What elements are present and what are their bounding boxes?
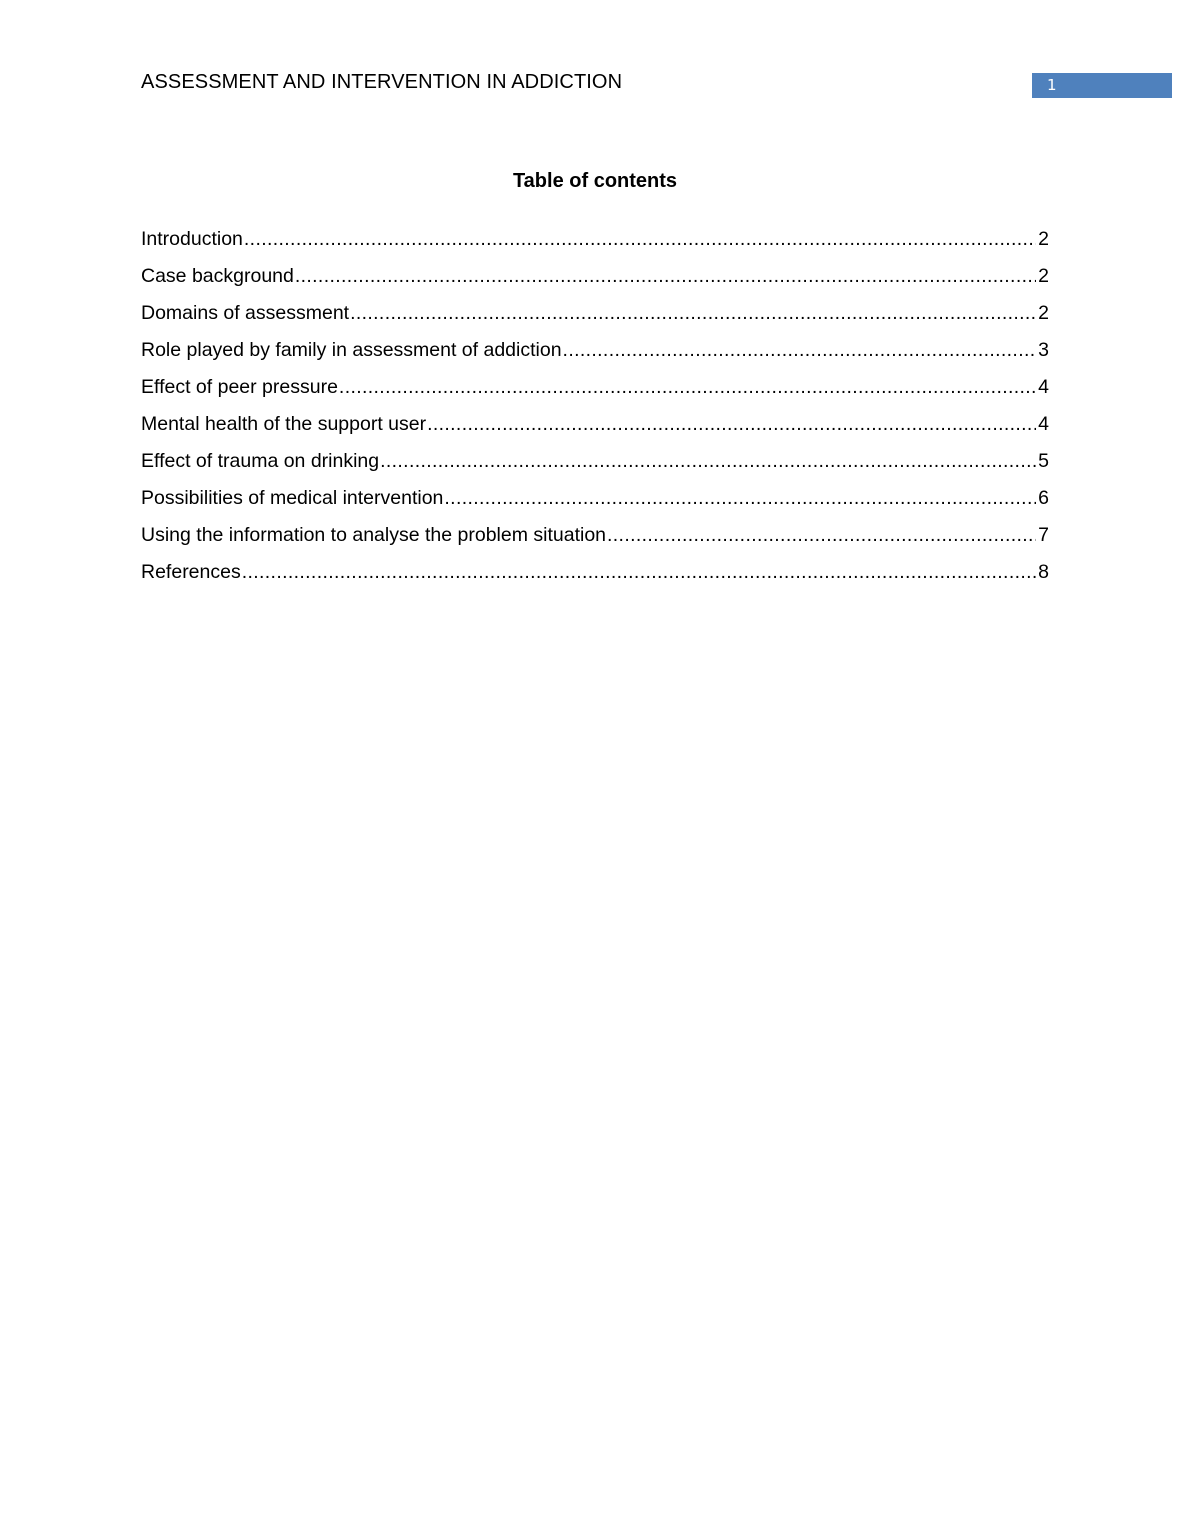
dot-leader — [350, 300, 1036, 326]
table-of-contents — [141, 226, 1049, 596]
toc-entry-domains-of-assessment[interactable] — [141, 300, 1049, 337]
toc-entry-page: 2 — [1038, 228, 1049, 250]
dot-leader — [242, 559, 1036, 585]
dot-leader — [444, 485, 1036, 511]
toc-entry-label: Effect of trauma on drinking — [141, 450, 380, 472]
toc-entry-medical-intervention[interactable] — [141, 485, 1049, 522]
dot-leader — [607, 522, 1036, 548]
toc-entry-peer-pressure[interactable] — [141, 374, 1049, 411]
toc-entry-page: 2 — [1038, 265, 1049, 287]
toc-entry-page: 5 — [1038, 450, 1049, 472]
toc-entry-label: Possibilities of medical intervention — [141, 487, 444, 509]
dot-leader — [244, 226, 1036, 252]
toc-entry-page: 6 — [1038, 487, 1049, 509]
toc-entry-label: Mental health of the support user — [141, 413, 427, 435]
toc-entry-label: Using the information to analyse the problem situation — [141, 524, 607, 546]
dot-leader — [563, 337, 1037, 363]
toc-heading: Table of contents — [512, 170, 678, 192]
toc-entry-page: 7 — [1038, 524, 1049, 546]
toc-entry-page: 4 — [1038, 376, 1049, 398]
dot-leader — [339, 374, 1036, 400]
toc-entry-references[interactable] — [141, 559, 1049, 596]
toc-entry-page: 3 — [1038, 339, 1049, 361]
toc-entry-page: 4 — [1038, 413, 1049, 435]
dot-leader — [295, 263, 1036, 289]
toc-entry-label: Effect of peer pressure — [141, 376, 338, 398]
header-title: ASSESSMENT AND INTERVENTION IN ADDICTION — [141, 71, 623, 93]
toc-entry-introduction[interactable] — [141, 226, 1049, 263]
dot-leader — [380, 448, 1036, 474]
toc-entry-case-background[interactable] — [141, 263, 1049, 300]
toc-entry-label: References — [141, 561, 241, 583]
toc-entry-role-of-family[interactable] — [141, 337, 1049, 374]
toc-entry-label: Domains of assessment — [141, 302, 350, 324]
toc-entry-label: Introduction — [141, 228, 243, 250]
toc-entry-page: 2 — [1038, 302, 1049, 324]
page-number-badge: 1 — [1032, 73, 1172, 98]
dot-leader — [427, 411, 1036, 437]
toc-entry-trauma-on-drinking[interactable] — [141, 448, 1049, 485]
toc-entry-page: 8 — [1038, 561, 1049, 583]
toc-entry-label: Case background — [141, 265, 294, 287]
toc-entry-analyse-problem-situation[interactable] — [141, 522, 1049, 559]
toc-entry-label: Role played by family in assessment of addiction — [141, 339, 562, 361]
toc-entry-mental-health[interactable] — [141, 411, 1049, 448]
